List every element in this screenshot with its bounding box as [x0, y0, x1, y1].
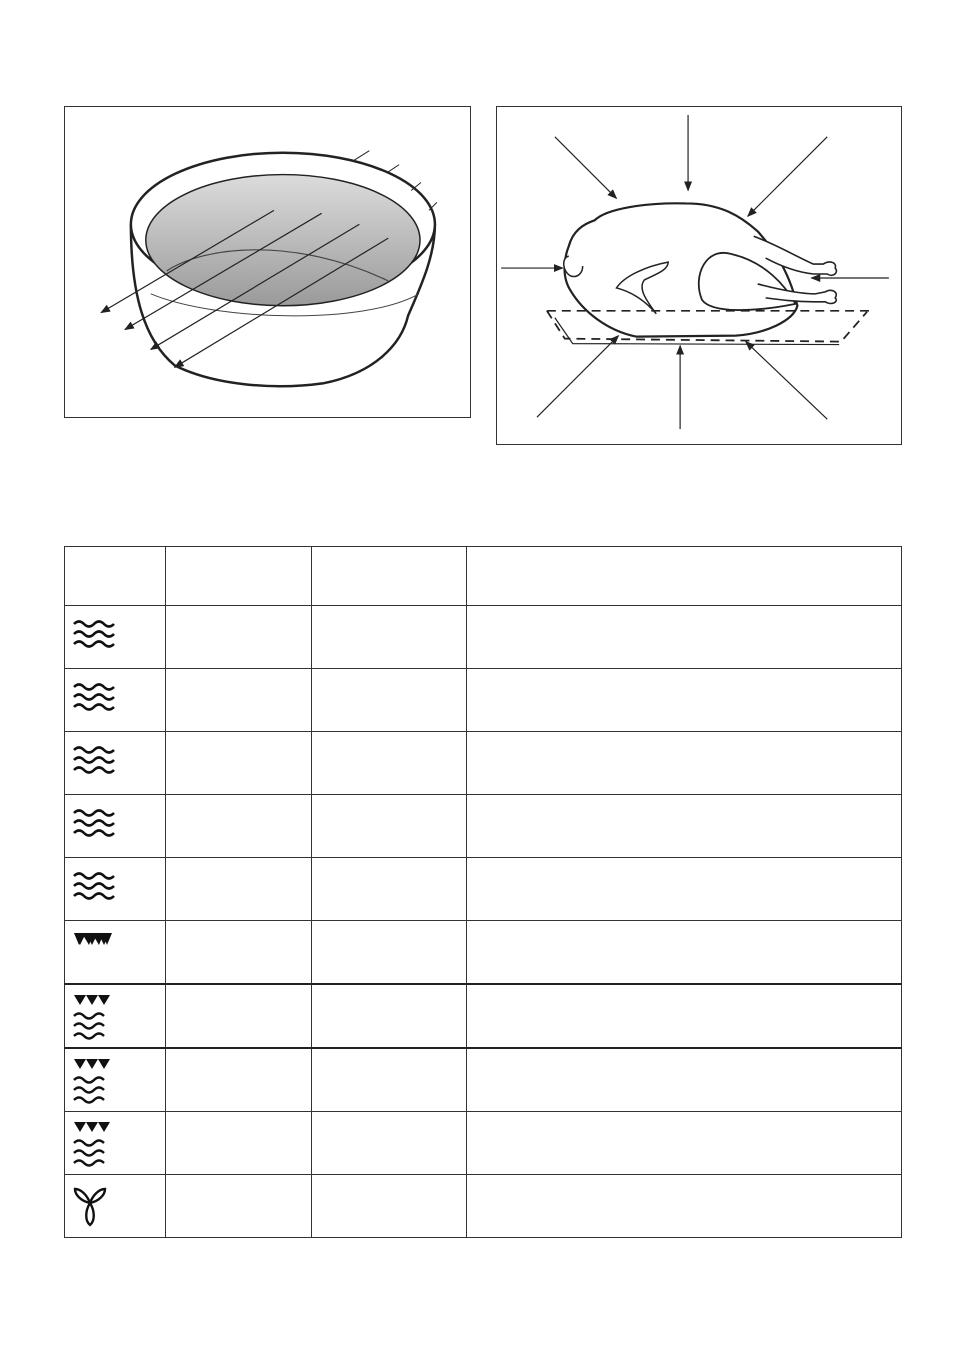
microwave-icon — [65, 732, 166, 795]
table-cell — [166, 858, 312, 921]
header-icon — [65, 547, 166, 606]
table-cell — [312, 669, 467, 732]
table-row — [65, 1174, 902, 1237]
table-cell — [312, 732, 467, 795]
table-row — [65, 732, 902, 795]
table-cell — [312, 858, 467, 921]
header-col-b — [312, 547, 467, 606]
table-cell — [312, 795, 467, 858]
table-cell — [467, 1048, 902, 1112]
table-cell — [312, 1048, 467, 1112]
table-row — [65, 606, 902, 669]
table-cell — [467, 669, 902, 732]
table-cell — [166, 732, 312, 795]
grill-microwave-icon — [65, 1048, 166, 1112]
table-cell — [312, 1111, 467, 1174]
table-cell — [166, 606, 312, 669]
table-cell — [467, 984, 902, 1048]
table-row — [65, 921, 902, 984]
grill-microwave-icon — [65, 984, 166, 1048]
table-cell — [312, 984, 467, 1048]
dish-figure — [64, 106, 471, 418]
table-row — [65, 984, 902, 1048]
grill-icon — [65, 921, 166, 984]
fan-icon — [65, 1174, 166, 1237]
microwave-icon — [65, 858, 166, 921]
table-cell — [467, 921, 902, 984]
table-cell — [312, 606, 467, 669]
table-cell — [166, 1048, 312, 1112]
table-cell — [166, 795, 312, 858]
table-cell — [166, 1111, 312, 1174]
table-row — [65, 1111, 902, 1174]
table-row — [65, 795, 902, 858]
microwave-icon — [65, 606, 166, 669]
table-cell — [467, 732, 902, 795]
table-cell — [166, 669, 312, 732]
table-cell — [166, 921, 312, 984]
table-cell — [312, 1174, 467, 1237]
microwave-icon — [65, 669, 166, 732]
table-cell — [467, 606, 902, 669]
table-row — [65, 858, 902, 921]
header-col-c — [467, 547, 902, 606]
roast-chicken-illustration — [497, 107, 901, 444]
table-cell — [467, 1174, 902, 1237]
round-dish-illustration — [65, 107, 470, 417]
table-cell — [312, 921, 467, 984]
table-cell — [166, 1174, 312, 1237]
table-cell — [467, 795, 902, 858]
table-row — [65, 669, 902, 732]
table-header-row — [65, 547, 902, 606]
grill-microwave-icon — [65, 1111, 166, 1174]
header-col-a — [166, 547, 312, 606]
table-row — [65, 1048, 902, 1112]
table-cell — [467, 858, 902, 921]
table-cell — [166, 984, 312, 1048]
cooking-modes-table — [64, 546, 902, 1238]
table-cell — [467, 1111, 902, 1174]
chicken-figure — [496, 106, 902, 445]
microwave-icon — [65, 795, 166, 858]
